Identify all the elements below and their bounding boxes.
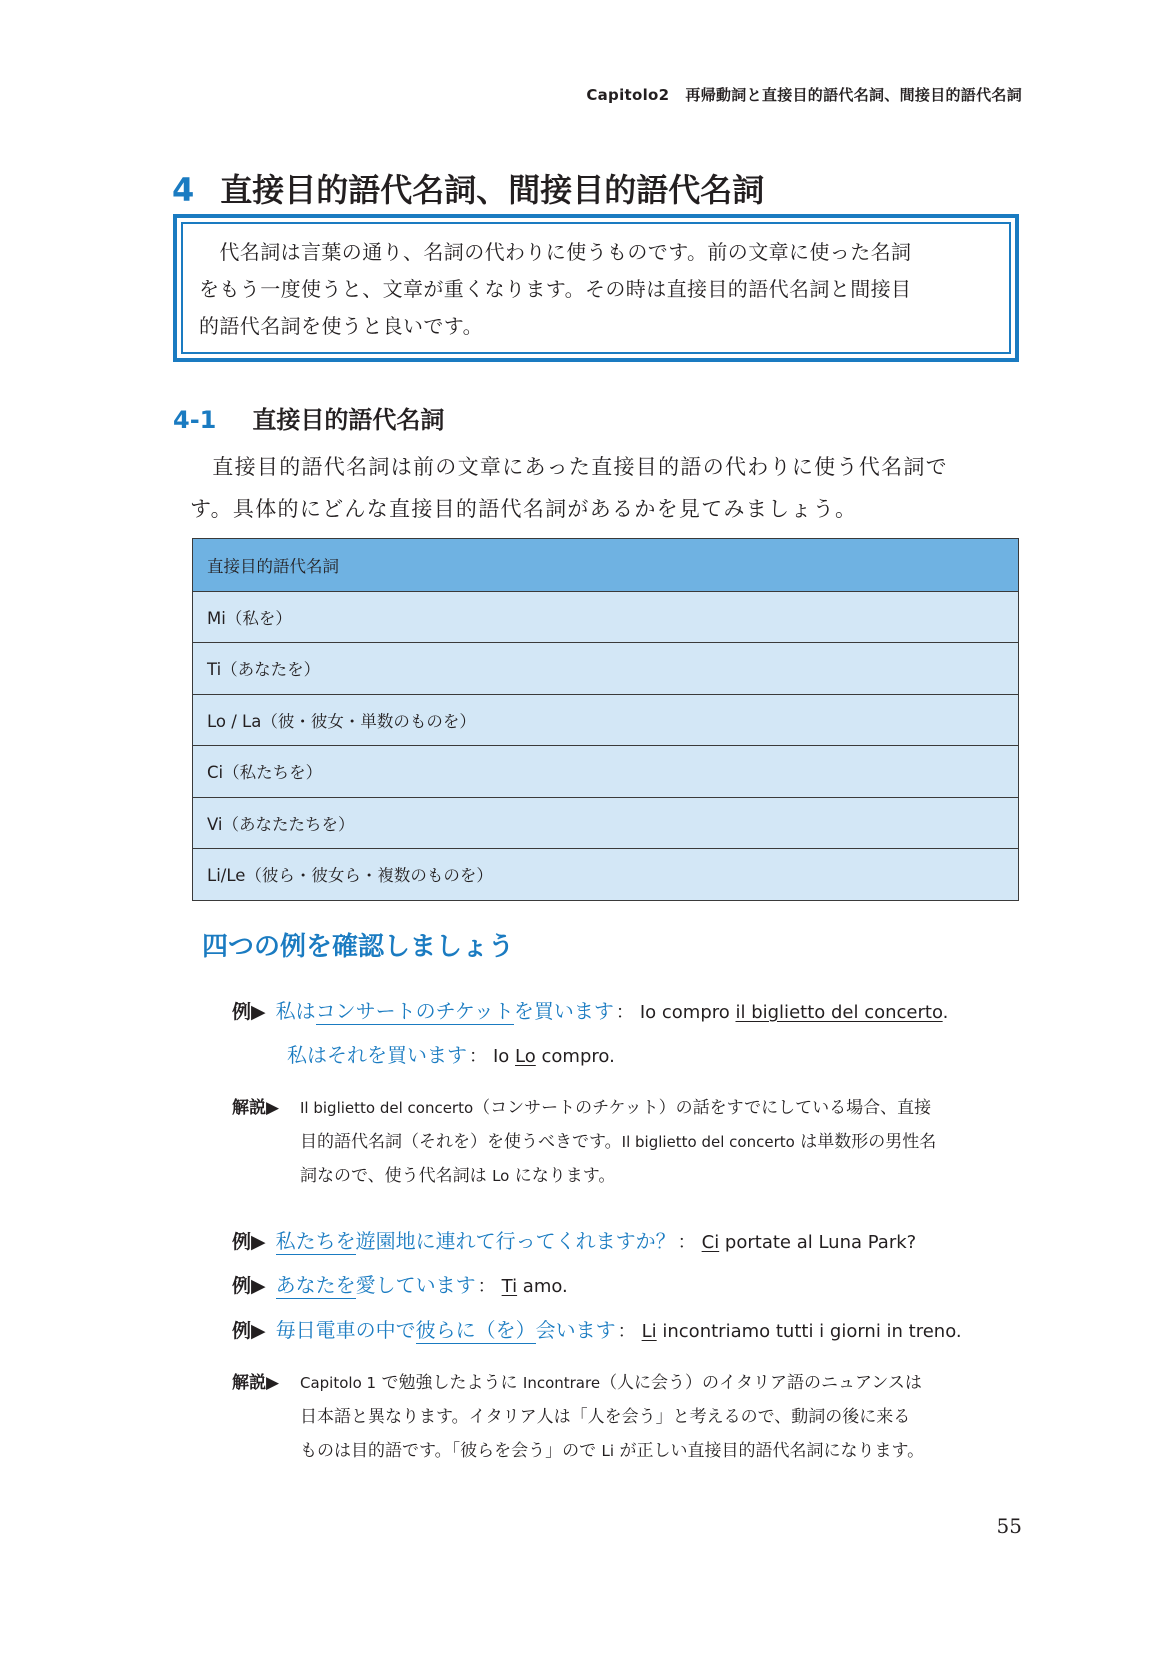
subsection-body bbox=[190, 446, 1020, 530]
explanation-label: 解説▶ bbox=[232, 1373, 280, 1393]
example-2-it bbox=[702, 1232, 917, 1253]
jp-part: が正しい直接目的語代名詞になります。 bbox=[614, 1441, 925, 1461]
example-4-it bbox=[642, 1321, 962, 1342]
intro-line: 代名詞は言葉の通り、名詞の代わりに使うものです。前の文章に使った名詞 bbox=[199, 240, 912, 264]
it-part: amo. bbox=[517, 1276, 568, 1297]
it-underlined: Ci bbox=[701, 1232, 720, 1253]
latin-part: Capitolo 1 bbox=[300, 1374, 377, 1392]
subsection-title bbox=[173, 400, 444, 440]
jp-part: 目的語代名詞（それを）を使うべきです。 bbox=[300, 1132, 622, 1152]
example-4-jp bbox=[276, 1318, 616, 1344]
jp-part: 会います bbox=[535, 1318, 616, 1342]
jp-part: 愛しています bbox=[355, 1273, 476, 1297]
explanation-2 bbox=[232, 1366, 1022, 1468]
latin-part: Incontrare bbox=[522, 1374, 601, 1392]
section-number: 4 bbox=[172, 171, 195, 209]
jp-part: ものは目的語です。「彼らを会う」ので bbox=[300, 1441, 602, 1461]
jp-underlined: 彼らに（を） bbox=[415, 1318, 536, 1342]
running-head bbox=[586, 84, 1022, 105]
example-1-jp bbox=[276, 999, 614, 1025]
jp-underlined: 私たちを bbox=[275, 1229, 356, 1253]
latin-part: Il biglietto del concerto bbox=[300, 1099, 474, 1117]
explanation-line: 日本語と異なります。イタリア人は「人を会う」と考えるので、動詞の後に来る bbox=[300, 1407, 911, 1427]
explanation-label: 解説▶ bbox=[232, 1098, 280, 1118]
latin-part: Lo bbox=[492, 1167, 510, 1185]
example-1-line2-it bbox=[493, 1046, 615, 1067]
jp-part: は単数形の男性名 bbox=[794, 1132, 937, 1152]
jp-part: 毎日電車の中で bbox=[275, 1318, 416, 1342]
intro-line: 的語代名詞を使うと良いです。 bbox=[199, 314, 483, 338]
colon: ： bbox=[477, 1276, 496, 1297]
it-underlined: il biglietto del concerto bbox=[735, 1002, 943, 1023]
subsection-number: 4-1 bbox=[173, 406, 217, 434]
table-row: Mi（私を） bbox=[193, 591, 1018, 643]
it-part: compro. bbox=[535, 1046, 615, 1067]
colon: ： bbox=[615, 1002, 634, 1023]
latin-part: Li bbox=[601, 1442, 615, 1460]
explanation-line bbox=[300, 1434, 1022, 1468]
example-4 bbox=[232, 1315, 962, 1347]
examples-title: 四つの例を確認しましょう bbox=[202, 932, 515, 962]
example-label: 例▶ bbox=[232, 1320, 266, 1342]
colon: ： bbox=[469, 1046, 487, 1067]
it-part: incontriamo tutti i giorni in treno. bbox=[656, 1321, 962, 1342]
jp-part: を買います bbox=[513, 999, 614, 1023]
jp-part: になります。 bbox=[509, 1166, 616, 1186]
example-1 bbox=[232, 996, 948, 1028]
it-part: . bbox=[942, 1002, 949, 1023]
running-head-chapter: Capitolo2 bbox=[586, 86, 670, 104]
explanation-1 bbox=[232, 1091, 1022, 1193]
subsection-title-text: 直接目的語代名詞 bbox=[252, 406, 445, 434]
explanation-line bbox=[300, 1159, 1022, 1193]
it-part: portate al Luna Park? bbox=[719, 1232, 917, 1253]
intro-text bbox=[199, 234, 989, 345]
section-title-text: 直接目的語代名詞、間接目的語代名詞 bbox=[220, 171, 765, 209]
table-row: Ti（あなたを） bbox=[193, 642, 1018, 694]
latin-part: Il biglietto del concerto bbox=[621, 1133, 795, 1151]
table-row: Lo / La（彼・彼女・単数のものを） bbox=[193, 694, 1018, 746]
explanation-2-text bbox=[300, 1366, 1022, 1468]
explanation-line bbox=[300, 1125, 1022, 1159]
example-3-it bbox=[502, 1276, 568, 1297]
it-underlined: Ti bbox=[501, 1276, 518, 1297]
jp-part: （人に会う）のイタリア語のニュアンスは bbox=[600, 1373, 922, 1393]
it-part: Io bbox=[493, 1046, 516, 1067]
explanation-1-text bbox=[300, 1091, 1022, 1193]
explanation-line bbox=[300, 1366, 1022, 1400]
table-row: Li/Le（彼ら・彼女ら・複数のものを） bbox=[193, 848, 1018, 900]
intro-line: をもう一度使うと、文章が重くなります。その時は直接目的語代名詞と間接目 bbox=[199, 277, 912, 301]
example-label: 例▶ bbox=[232, 1275, 266, 1297]
example-2-jp bbox=[276, 1229, 676, 1255]
section-title bbox=[172, 166, 764, 214]
body-line: 直接目的語代名詞は前の文章にあった直接目的語の代わりに使う代名詞で bbox=[190, 455, 948, 479]
colon: ： bbox=[677, 1232, 696, 1253]
intro-box-inner-border bbox=[181, 222, 1011, 354]
intro-box bbox=[173, 214, 1019, 362]
jp-part: で勉強したように bbox=[376, 1373, 523, 1393]
it-underlined: Lo bbox=[515, 1046, 536, 1067]
example-3-jp bbox=[276, 1273, 476, 1299]
example-label: 例▶ bbox=[232, 1001, 266, 1023]
body-line: す。具体的にどんな直接目的語代名詞があるかを見てみましょう。 bbox=[190, 497, 858, 521]
jp-underlined: コンサートのチケット bbox=[315, 999, 514, 1023]
example-1-line2 bbox=[287, 1040, 615, 1072]
jp-underlined: あなたを bbox=[275, 1273, 356, 1297]
running-head-title: 再帰動詞と直接目的語代名詞、間接目的語代名詞 bbox=[685, 86, 1022, 104]
table-header: 直接目的語代名詞 bbox=[193, 539, 1018, 591]
example-label: 例▶ bbox=[232, 1231, 266, 1253]
table-row: Ci（私たちを） bbox=[193, 745, 1018, 797]
example-3 bbox=[232, 1270, 568, 1302]
it-underlined: Li bbox=[641, 1321, 657, 1342]
example-2 bbox=[232, 1226, 916, 1258]
pronoun-table bbox=[192, 538, 1019, 901]
page-number: 55 bbox=[996, 1514, 1022, 1538]
jp-part: 遊園地に連れて行ってくれますか？ bbox=[355, 1229, 676, 1253]
jp-part: 詞なので、使う代名詞は bbox=[300, 1166, 493, 1186]
table-row: Vi（あなたたちを） bbox=[193, 797, 1018, 849]
example-1-line2-jp: 私はそれを買います bbox=[287, 1043, 467, 1067]
colon: ： bbox=[617, 1321, 636, 1342]
it-part: Io compro bbox=[639, 1002, 736, 1023]
explanation-line bbox=[300, 1091, 1022, 1125]
jp-part: 私は bbox=[275, 999, 316, 1023]
example-1-it bbox=[640, 1002, 949, 1023]
jp-part: （コンサートのチケット）の話をすでにしている場合、直接 bbox=[473, 1098, 932, 1118]
